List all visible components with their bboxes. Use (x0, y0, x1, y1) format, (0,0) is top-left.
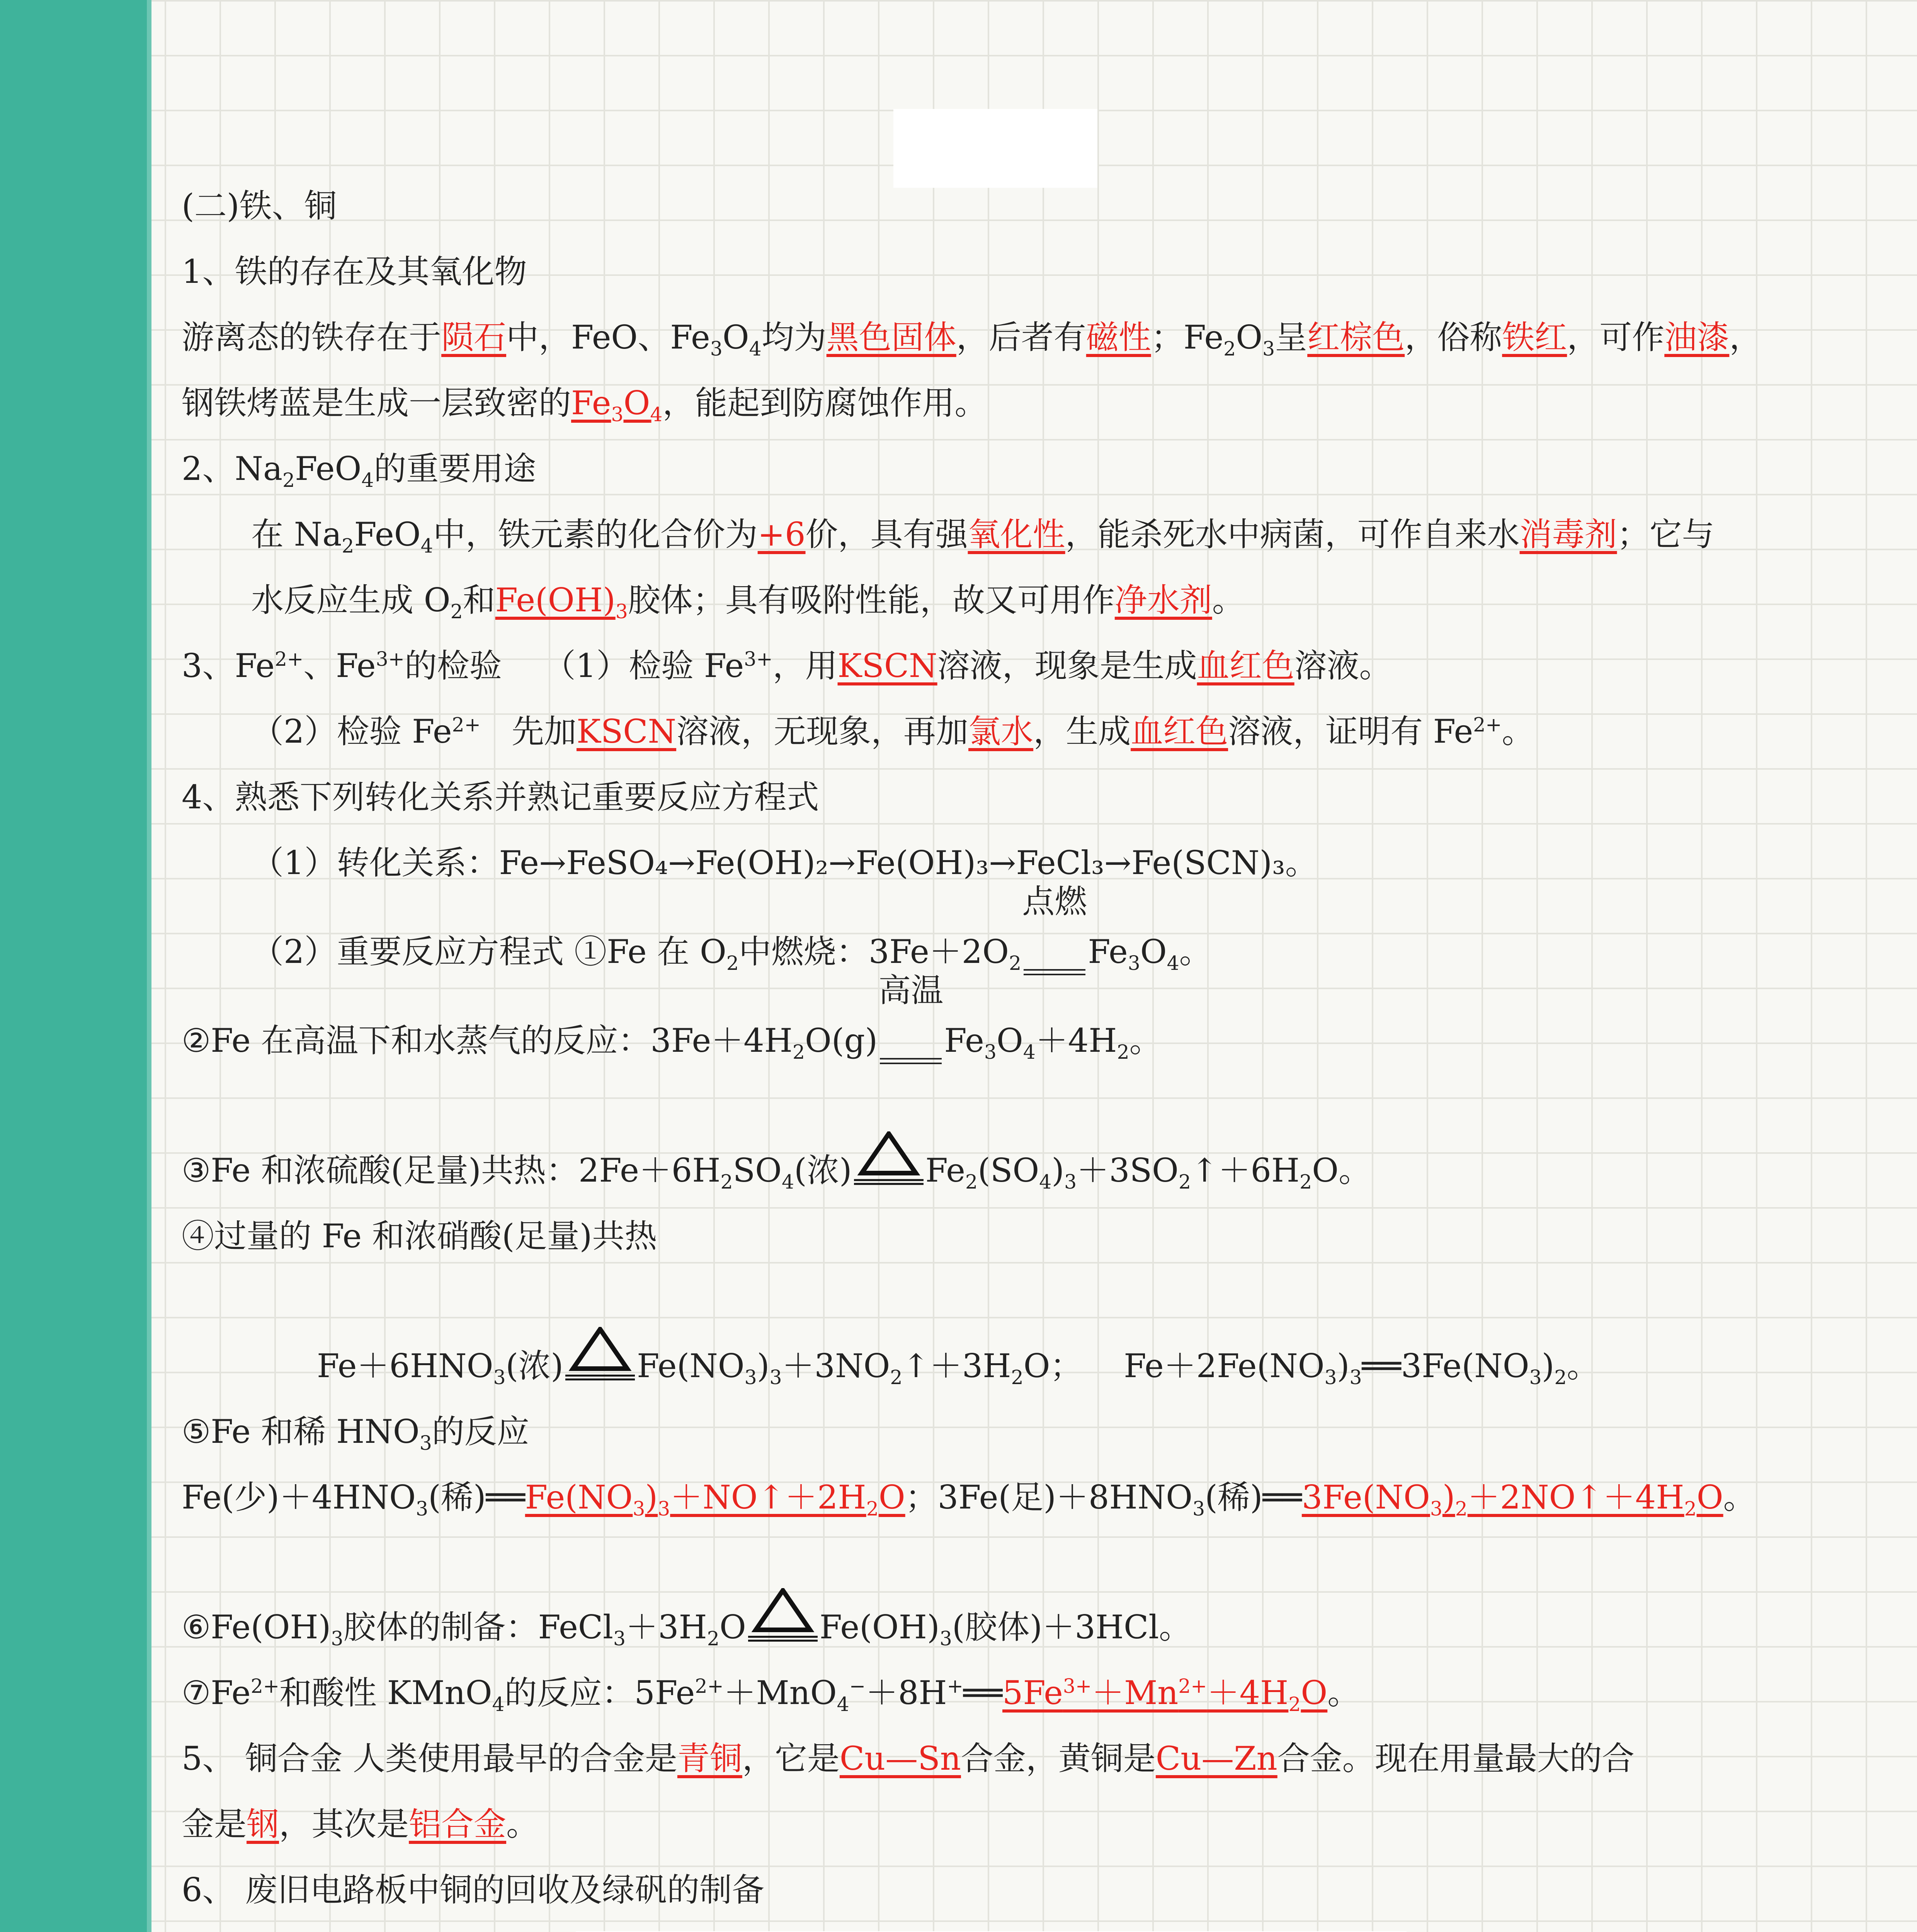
s4-eq6: $⑥Fe(OH)_3$胶体的制备：$FeCl_3+3H_2O$ $Fe(OH)_3$(胶体)＋3HCl。 (182, 1588, 1747, 1660)
s1-line2: 钢铁烤蓝是生成一层致密的$Fe_3O_4$，能起到防腐蚀作用。 (182, 384, 987, 426)
s4-title: 4、熟悉下列转化关系并熟记重要反应方程式 (182, 778, 819, 816)
s4-eq3: ③Fe 和浓硫酸(足量)共热：$2Fe+6H_2SO_4$(浓) $Fe_2(SO_4)_3+3SO_2↑+6H_2O$。 (182, 1131, 1747, 1203)
s4-eq1: （2）重要反应方程式 ①Fe 在 $O_2$中燃烧：$3Fe+2O_2$ 点燃 $Fe_3O_4$。 (182, 919, 1747, 985)
s6-title: 6、 废旧电路板中铜的回收及绿矾的制备 (182, 1871, 765, 1909)
s3-line2: （2）检验 $Fe^{2+}$ 先加KSCN溶液，无现象，再加氯水，生成血红色溶液，证明有 $Fe^{2+}$。 (251, 713, 1534, 750)
s4-eq2: ②Fe 在高温下和水蒸气的反应：$3Fe+4H_2O(g)$ 高温 $Fe_3O_4+4H_2$。 (182, 1008, 1747, 1073)
heat-triangle-icon (563, 1327, 637, 1381)
s1-line1: 游离态的铁存在于陨石中，FeO、$Fe_3O_4$均为黑色固体，后者有磁性；$Fe_2O_3$呈红棕色，俗称铁红，可作油漆， (182, 318, 1762, 360)
heat-triangle-icon (852, 1131, 925, 1185)
left-color-band (0, 0, 151, 1932)
s4-eq7: $⑦Fe^{2+}$和酸性 KMnO$_4$的反应：$5Fe^{2+}+MnO_4^-+8H^+══5Fe^{3+}+Mn^{2+}+4H_2O$。 (182, 1674, 1360, 1716)
s2-line1: 在 $Na_2FeO_4$中，铁元素的化合价为+6价，具有强氧化性，能杀死水中病菌，可作自来水消毒剂；它与 (251, 515, 1715, 557)
s5-line2: 金是钢，其次是铝合金。 (182, 1805, 539, 1843)
condition-ignite: 点燃 (1021, 919, 1088, 975)
s4-eq5-title: ⑤Fe 和稀 $HNO_3$的反应 (182, 1413, 529, 1454)
heat-triangle-icon (746, 1588, 820, 1642)
document-body (182, 173, 1762, 1923)
s1-title: 1、铁的存在及其氧化物 (182, 253, 527, 291)
s4-eq5: Fe(少)$+4HNO_3$(稀)$══Fe(NO_3)_3+NO↑+2H_2O$；3Fe(足)$+8HNO_3$(稀)$══3Fe(NO_3)_2+2NO↑+4H_2O$。 (182, 1478, 1756, 1520)
s4-conversion: （1）转化关系：Fe→FeSO₄→Fe(OH)₂→Fe(OH)₃→FeCl₃→Fe(SCN)₃。 (251, 844, 1318, 882)
section-heading: (二)铁、铜 (182, 187, 337, 225)
s4-eq4-title: ④过量的 Fe 和浓硝酸(足量)共热 (182, 1217, 657, 1255)
condition-high-temp: 高温 (878, 1008, 944, 1064)
s3-line1: 3、$Fe^{2+}$、$Fe^{3+}$的检验 （1）检验 $Fe^{3+}$，用KSCN溶液，现象是生成血红色溶液。 (182, 647, 1392, 685)
s5-line1: 5、 铜合金 人类使用最早的合金是青铜，它是Cu—Sn合金，黄铜是Cu—Zn合金。现在用量最大的合 (182, 1740, 1635, 1777)
s4-eq4: $Fe+6HNO_3$(浓) $Fe(NO_3)_3+3NO_2↑+3H_2O$； $Fe+2Fe(NO_3)_3══3Fe(NO_3)_2$。 (182, 1327, 1747, 1399)
s2-line2: 水反应生成 $O_2$和$Fe(OH)_3$胶体；具有吸附性能，故又可用作净水剂。 (251, 581, 1245, 623)
s2-title: 2、$Na_2FeO_4$的重要用途 (182, 450, 536, 492)
